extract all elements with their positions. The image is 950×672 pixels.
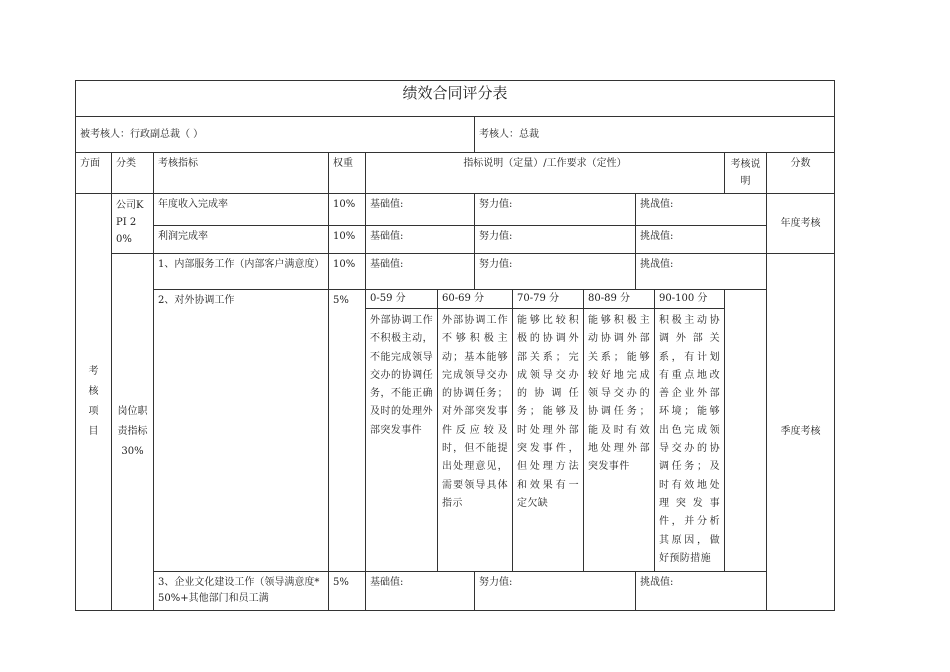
score-cell[interactable] — [725, 290, 767, 572]
header-description: 指标说明（定量）/工作要求（定性） — [366, 153, 725, 194]
header-note: 考核说明 — [725, 153, 767, 194]
duty-assessment-note: 季度考核 — [767, 254, 835, 611]
header-score: 分数 — [767, 153, 835, 194]
performance-contract-table — [75, 80, 835, 611]
grade-desc-4: 能够积极主动协调外部关系；能够较好地完成领导交办的协调任务；能及时有效地处理外部突发事件 — [584, 309, 655, 572]
effort-value-label: 努力值: — [475, 572, 636, 611]
header-weight: 权重 — [329, 153, 366, 194]
challenge-value-label: 挑战值: — [636, 194, 767, 226]
kpi-indicator-revenue: 年度收入完成率 — [154, 194, 329, 226]
grade-range-1: 0-59 分 — [366, 290, 438, 309]
grade-desc-5: 积极主动协调外部关系，有计划有重点地改善企业外部环境；能够出色完成领导交办的协调任务；及时有效地处理突发事件，并分析其原因，做好预防措施 — [655, 309, 725, 572]
grade-desc-1: 外部协调工作不积极主动，不能完成领导交办的协调任务，不能正确及时的处理外部突发事件 — [366, 309, 438, 572]
challenge-value-label: 挑战值: — [636, 572, 767, 611]
assessee-label: 被考核人：行政副总裁（ ） — [76, 117, 475, 153]
grade-range-5: 90-100 分 — [655, 290, 725, 309]
challenge-value-label: 挑战值: — [636, 254, 767, 290]
header-indicator: 考核指标 — [154, 153, 329, 194]
duty-indicator-internal-service: 1、内部服务工作（内部客户满意度） — [154, 254, 329, 290]
effort-value-label: 努力值: — [475, 226, 636, 254]
base-value-label: 基础值: — [366, 226, 475, 254]
grade-desc-2: 外部协调工作不够积极主动；基本能够完成领导交办的协调任务；对外部突发事件反应较及时，但不能提出处理意见，需要领导具体指示 — [438, 309, 513, 572]
header-category: 分类 — [112, 153, 154, 194]
assessor-label: 考核人：总裁 — [475, 117, 835, 153]
form-title: 绩效合同评分表 — [76, 81, 835, 117]
duty-indicator-culture: 3、企业文化建设工作（领导满意度*50%+其他部门和员工满 — [154, 572, 329, 611]
kpi-weight-profit: 10% — [329, 226, 366, 254]
grade-range-3: 70-79 分 — [513, 290, 584, 309]
grade-range-2: 60-69 分 — [438, 290, 513, 309]
aspect-assessment-items: 考核项目 — [76, 194, 112, 611]
kpi-assessment-note: 年度考核 — [767, 194, 835, 254]
base-value-label: 基础值: — [366, 254, 475, 290]
challenge-value-label: 挑战值: — [636, 226, 767, 254]
header-aspect: 方面 — [76, 153, 112, 194]
effort-value-label: 努力值: — [475, 194, 636, 226]
kpi-weight-revenue: 10% — [329, 194, 366, 226]
duty-indicator-external-coordination: 2、对外协调工作 — [154, 290, 329, 572]
duty-weight-internal-service: 10% — [329, 254, 366, 290]
grade-desc-3: 能够比较积极的协调外部关系；完成领导交办的协调任务；能够及时处理外部突发事件，但处理方法和效果有一定欠缺 — [513, 309, 584, 572]
grade-range-4: 80-89 分 — [584, 290, 655, 309]
base-value-label: 基础值: — [366, 194, 475, 226]
duty-weight-culture: 5% — [329, 572, 366, 611]
category-company-kpi: 公司KPI 20% — [112, 194, 154, 254]
category-position-duty: 岗位职责指标30% — [112, 254, 154, 611]
duty-weight-external-coordination: 5% — [329, 290, 366, 572]
effort-value-label: 努力值: — [475, 254, 636, 290]
base-value-label: 基础值: — [366, 572, 475, 611]
kpi-indicator-profit: 利润完成率 — [154, 226, 329, 254]
